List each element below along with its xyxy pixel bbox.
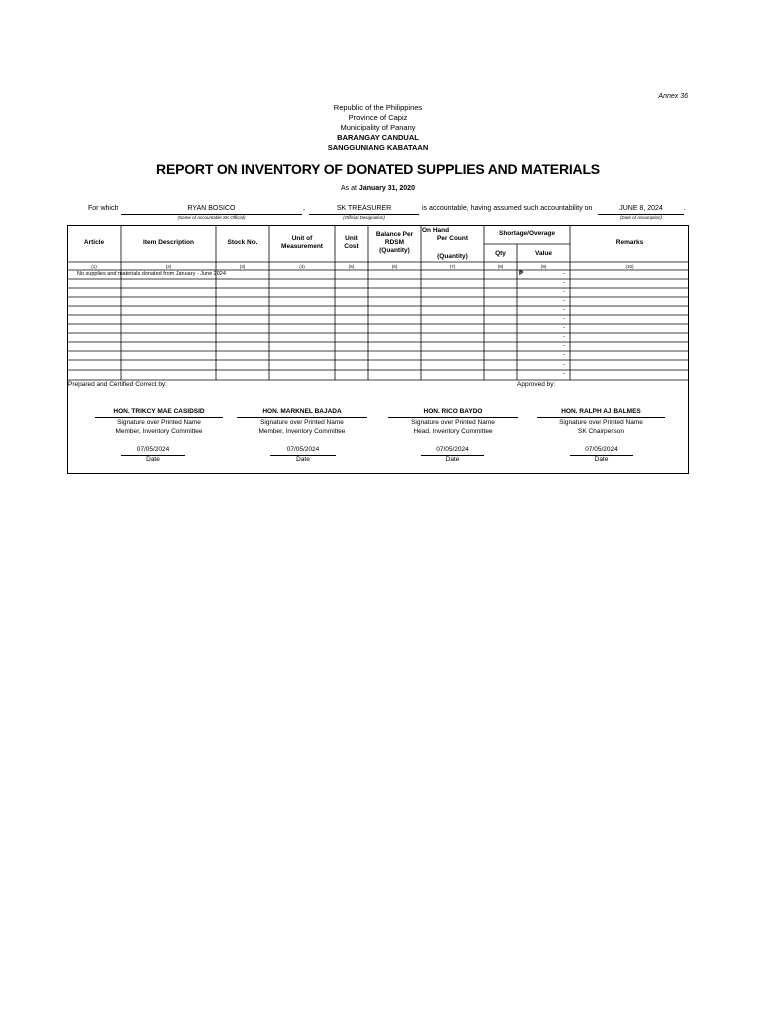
col-number: (6) (391, 264, 398, 269)
approved-label: Approved by: (517, 381, 556, 388)
value-dash: - (563, 371, 565, 377)
value-dash: - (563, 289, 565, 295)
header-republic: Republic of the Philippines (333, 103, 423, 112)
col-on-hand (421, 227, 484, 243)
value-dash: - (563, 334, 565, 340)
col-unit-measurement-line2: Measurement (281, 243, 323, 250)
peso-sign: ₱ (519, 271, 524, 277)
signatory-caption (388, 418, 518, 436)
designation-caption: (Official Designation) (343, 215, 385, 220)
col-unit-cost-line2: Cost (344, 243, 359, 250)
col-number: (8) (497, 264, 504, 269)
col-article: Article (83, 239, 105, 246)
col-number: (10) (625, 264, 634, 269)
signatory-caption (95, 418, 223, 436)
value-dash: - (563, 362, 565, 368)
accountable-name: RYAN BOSICO (121, 205, 302, 215)
name-caption: (Name of Accountable SK Official) (177, 215, 246, 220)
header-barangay: BARANGAY CANDUAL (337, 133, 419, 142)
value-dash: - (563, 325, 565, 331)
col-shortage-overage: Shortage/Overage (499, 230, 555, 237)
signature-caption: Signature over Printed Name (117, 419, 201, 426)
for-which-middle: is accountable, having assumed such accountability on (422, 205, 593, 212)
col-unit-cost (335, 235, 368, 251)
date-label: Date (445, 456, 460, 463)
col-onhand-line2: Per Count (436, 235, 469, 242)
as-at-label: As at (341, 185, 357, 192)
value-dash: - (563, 343, 565, 349)
col-number: (1) (91, 264, 97, 269)
col-balance-line1: Balance Per (375, 231, 414, 238)
signatory-position: Head, Inventory Committee (413, 428, 493, 435)
report-title: REPORT ON INVENTORY OF DONATED SUPPLIES AND MATERIALS (156, 161, 600, 177)
signatory-name: HON. TRIKCY MAE CASIDSID (113, 408, 205, 415)
col-value: Value (535, 250, 552, 257)
col-balance-line2: RDSM (384, 239, 405, 246)
date-caption: (Date of Assumption) (619, 215, 663, 220)
date-label: Date (296, 456, 310, 463)
for-which-period: . (684, 205, 686, 212)
signatory-position: SK Chairperson (578, 428, 624, 435)
signatory-date: 07/05/2024 (136, 446, 170, 453)
col-item-description: Item Description (143, 239, 194, 246)
col-remarks: Remarks (615, 239, 644, 246)
signatory-date: 07/05/2024 (585, 446, 618, 453)
for-which-comma: , (303, 205, 305, 212)
col-unit-measurement-line1: Unit of (291, 235, 313, 242)
assumption-date: JUNE 8, 2024 (598, 205, 684, 215)
table-frame (67, 225, 689, 474)
signature-caption: Signature over Printed Name (559, 419, 643, 426)
signatory-date: 07/05/2024 (286, 446, 320, 453)
value-dash: - (563, 307, 565, 313)
col-number: (3) (239, 264, 246, 269)
col-balance-line3: (Quantity) (379, 247, 410, 254)
col-number: (4) (299, 264, 305, 269)
col-balance-rdsm (368, 231, 421, 255)
no-supplies-note: No supplies and materials donated from January - June 2024 (77, 271, 226, 277)
prepared-label: Prepared and Certified Correct by: (68, 381, 167, 388)
col-onhand-line3: (Quantity) (437, 253, 468, 260)
signatory-name: HON. RALPH AJ BALMES (561, 408, 641, 415)
signature-caption: Signature over Printed Name (260, 419, 344, 426)
col-number: (7) (449, 264, 456, 269)
col-unit-measurement (269, 235, 335, 251)
col-unit-cost-line1: Unit (345, 235, 358, 242)
for-which-label: For which (88, 205, 119, 212)
signatory-caption (537, 418, 665, 436)
header-sk: SANGGUNIANG KABATAAN (327, 143, 429, 152)
col-number: (5) (348, 264, 355, 269)
col-qty: Qty (495, 250, 506, 257)
as-at-date: January 31, 2020 (358, 185, 415, 192)
value-dash: - (563, 271, 565, 277)
header-municipality: Municipality of Panany (340, 123, 416, 132)
signature-caption: Signature over Printed Name (411, 419, 495, 426)
official-designation: SK TREASURER (309, 205, 419, 215)
signatory-position: Member, Inventory Committee (258, 428, 346, 435)
col-stock-no: Stock No. (227, 239, 258, 246)
date-label: Date (146, 456, 160, 463)
value-dash: - (563, 298, 565, 304)
signatory-date: 07/05/2024 (436, 446, 469, 453)
col-number: (2) (165, 264, 172, 269)
value-dash: - (563, 280, 565, 286)
signatory-caption (237, 418, 367, 436)
col-number: (9) (540, 264, 547, 269)
signatory-name: HON. MARKNEL BAJADA (262, 408, 342, 415)
value-dash: - (563, 316, 565, 322)
header-province: Province of Capiz (348, 113, 408, 122)
signatory-name: HON. RICO BAYDO (423, 408, 483, 415)
col-onhand-line1: On Hand (422, 227, 450, 234)
signatory-position: Member, Inventory Committee (115, 428, 203, 435)
value-dash: - (563, 352, 565, 358)
date-label: Date (594, 456, 609, 463)
annex-label: Annex 36 (658, 93, 688, 100)
